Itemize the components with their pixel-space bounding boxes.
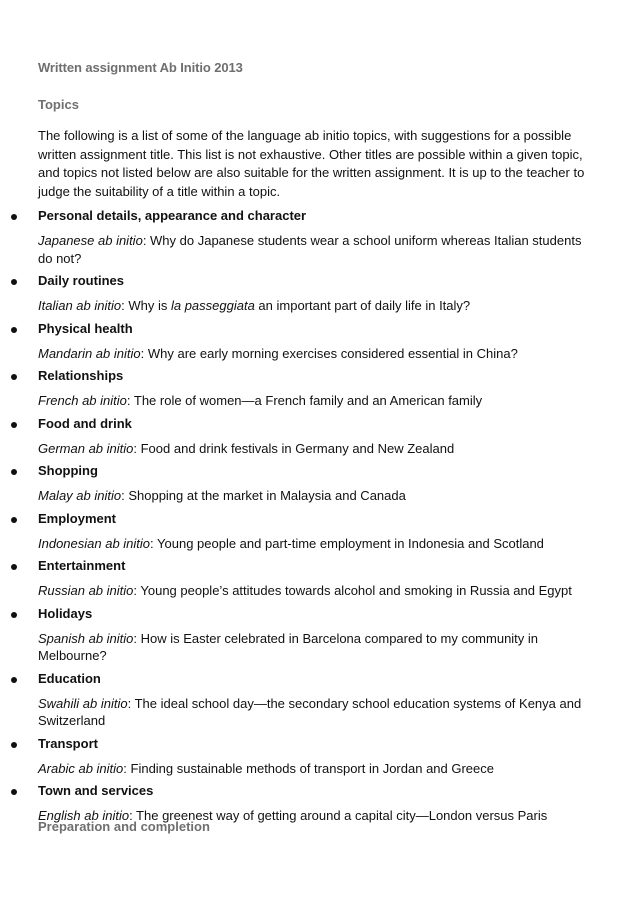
- topics-heading: Topics: [38, 97, 79, 112]
- topic-example: [38, 760, 588, 778]
- example-text: : Why do Japanese students wear a school uniform whereas Italian students do not?: [38, 233, 582, 266]
- bullet-icon: [11, 469, 17, 475]
- topic-list-item: [0, 462, 638, 505]
- topic-example: [38, 232, 588, 267]
- example-language: Russian ab initio: [38, 583, 134, 598]
- example-text: : Food and drink festivals in Germany and New Zealand: [133, 440, 455, 456]
- example-language: Swahili ab initio: [38, 695, 128, 711]
- topic-title: Entertainment: [38, 558, 126, 573]
- topic-example: [38, 297, 588, 315]
- bullet-icon: [11, 677, 17, 683]
- topic-list-item: [0, 557, 638, 600]
- example-text: : Young people and part-time employment in Indonesia and Scotland: [150, 535, 544, 551]
- topic-example: [38, 630, 588, 665]
- example-text: : Why is: [121, 298, 171, 313]
- topic-title: Holidays: [38, 605, 93, 621]
- topic-list-item: [0, 320, 638, 363]
- topic-title: Relationships: [38, 368, 124, 383]
- topic-list-item: [0, 415, 638, 458]
- bullet-icon: [11, 214, 17, 220]
- topic-title: Daily routines: [38, 273, 124, 288]
- intro-paragraph: The following is a list of some of the language ab initio topics, with suggestions for a possible written assignment title. This list is not exhaustive. Other titles are possible within a given topic, and topics not listed below are also suitable for the written assignment. It is up to the teacher to judge the suitability of a title within a topic.: [38, 128, 585, 199]
- bullet-icon: [11, 612, 17, 618]
- topic-title: Physical health: [38, 320, 133, 336]
- topic-example: [38, 695, 588, 730]
- topic-title: Food and drink: [38, 415, 132, 431]
- bullet-icon: [11, 789, 17, 795]
- example-emphasis: la passeggiata: [170, 298, 255, 313]
- topic-list-item: [0, 735, 638, 778]
- example-language: Japanese ab initio: [38, 233, 143, 248]
- example-text: : The greenest way of getting around a capital city—London versus Paris: [129, 808, 548, 823]
- example-language: Mandarin ab initio: [38, 345, 141, 361]
- example-language: Spanish ab initio: [38, 630, 134, 646]
- topic-title: Education: [38, 670, 101, 686]
- topic-example: [38, 582, 588, 600]
- topic-title: Transport: [38, 735, 98, 751]
- topic-example: [38, 392, 588, 410]
- topic-title: Town and services: [38, 783, 154, 798]
- example-language: Indonesian ab initio: [38, 535, 151, 551]
- topic-list-item: [0, 605, 638, 665]
- bullet-icon: [11, 517, 17, 523]
- example-language: Malay ab initio: [38, 488, 122, 503]
- example-language: Arabic ab initio: [38, 760, 124, 776]
- topic-title: Employment: [38, 510, 117, 526]
- bullet-icon: [11, 742, 17, 748]
- example-text-end: an important part of daily life in Italy?: [254, 298, 471, 313]
- example-language: English ab initio: [38, 808, 130, 823]
- bullet-icon: [11, 374, 17, 380]
- example-text: : Why are early morning exercises considered essential in China?: [140, 345, 518, 361]
- example-text: : Finding sustainable methods of transport in Jordan and Greece: [123, 760, 494, 776]
- bullet-icon: [11, 564, 17, 570]
- topic-title: Personal details, appearance and character: [38, 208, 307, 223]
- preparation-heading: Preparation and completion: [38, 819, 210, 834]
- example-text: : How is Easter celebrated in Barcelona compared to my community in Melbourne?: [38, 630, 539, 663]
- topic-list-item: [0, 207, 638, 267]
- topic-list-item: [0, 510, 638, 553]
- bullet-icon: [11, 279, 17, 285]
- bullet-icon: [11, 327, 17, 333]
- example-text: : Young people’s attitudes towards alcohol and smoking in Russia and Egypt: [133, 583, 572, 598]
- topic-example: [38, 440, 588, 458]
- topic-title: Shopping: [38, 463, 98, 478]
- example-language: French ab initio: [38, 393, 127, 408]
- example-text: : Shopping at the market in Malaysia and Canada: [121, 488, 406, 503]
- bullet-icon: [11, 422, 17, 428]
- example-text: : The role of women—a French family and an American family: [126, 393, 483, 408]
- document-title: Written assignment Ab Initio 2013: [38, 60, 243, 75]
- topic-list: [0, 207, 638, 830]
- topic-example: [38, 487, 588, 505]
- example-language: Italian ab initio: [38, 298, 122, 313]
- topic-example: [38, 535, 588, 553]
- topic-list-item: [0, 272, 638, 315]
- topic-list-item: [0, 670, 638, 730]
- example-text: : The ideal school day—the secondary school education systems of Kenya and Switzerland: [38, 695, 582, 728]
- example-language: German ab initio: [38, 440, 134, 456]
- topic-example: [38, 345, 588, 363]
- topic-list-item: [0, 367, 638, 410]
